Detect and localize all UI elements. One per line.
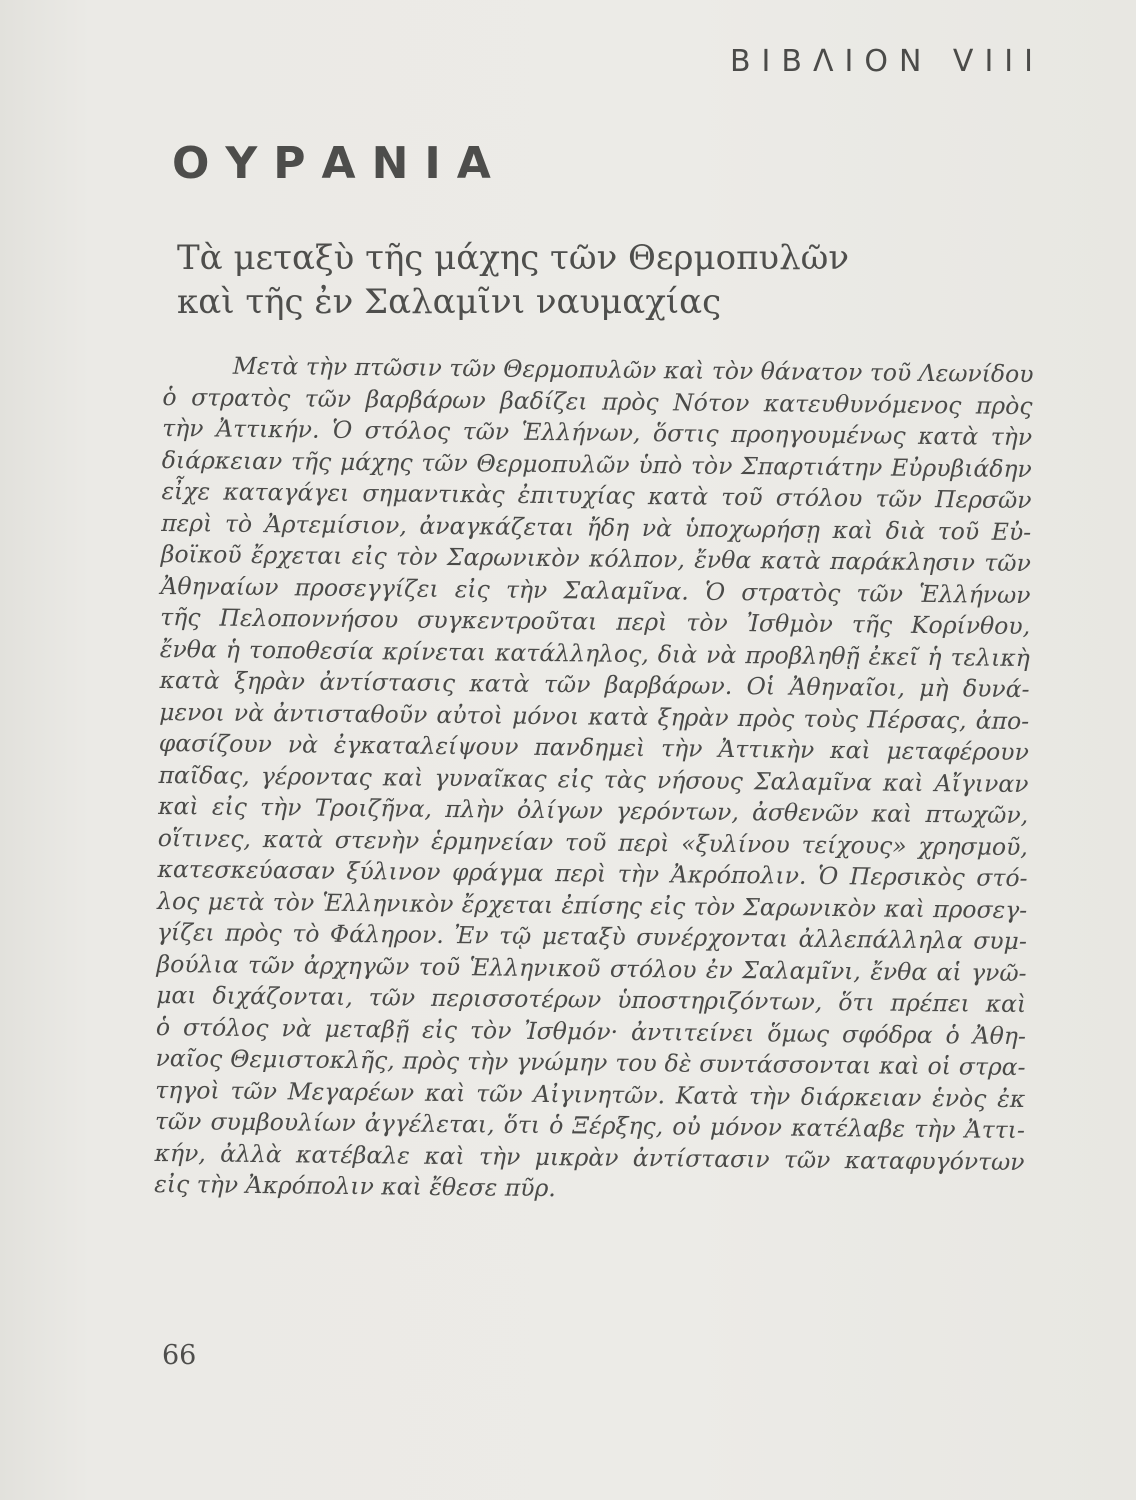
body-line: Ἀθηναίων προσεγγίζει εἰς τὴν Σαλαμῖνα. Ὁ στρατὸς τῶν Ἑλλήνων [160, 571, 1031, 609]
body-line: μαι διχάζονται, τῶν περισσοτέρων ὑποστηριζόντων, ὅτι πρέπει καὶ [156, 980, 1027, 1019]
body-line: τηγοὶ τῶν Μεγαρέων καὶ τῶν Αἰγινητῶν. Κατὰ τὴν διάρκειαν ἑνὸς ἐκ [155, 1075, 1026, 1113]
body-line: παῖδας, γέροντας καὶ γυναῖκας εἰς τὰς νήσους Σαλαμῖνα καὶ Αἴγιναν [158, 760, 1029, 798]
body-line: περὶ τὸ Ἀρτεμίσιον, ἀναγκάζεται ἤδη νὰ ὑποχωρήσῃ καὶ διὰ τοῦ Εὐ- [161, 508, 1032, 546]
body-line: διάρκειαν τῆς μάχης τῶν Θερμοπυλῶν ὑπὸ τὸν Σπαρτιάτην Εὐρυβιάδην [161, 445, 1032, 483]
body-line: βοϊκοῦ ἔρχεται εἰς τὸν Σαρωνικὸν κόλπον, ἔνθα κατὰ παράκλησιν τῶν [160, 539, 1031, 578]
body-line: γίζει πρὸς τὸ Φάληρον. Ἐν τῷ μεταξὺ συνέρχονται ἀλλεπάλληλα συμ- [156, 917, 1028, 956]
body-line: τῶν συμβουλίων ἀγγέλεται, ὅτι ὁ Ξέρξης, οὐ μόνον κατέλαβε τὴν Ἀττι- [154, 1106, 1026, 1145]
body-line: ὁ στρατὸς τῶν βαρβάρων βαδίζει πρὸς Νότον κατευθυνόμενος πρὸς [162, 382, 1033, 420]
section-title-line-1: Τὰ μεταξὺ τῆς μάχης τῶν Θερμοπυλῶν [177, 238, 850, 278]
body-line: ὁ στόλος νὰ μεταβῇ εἰς τὸν Ἰσθμόν· ἀντιτείνει ὅμως σφόδρα ὁ Ἀθη- [155, 1012, 1027, 1050]
body-line: βούλια τῶν ἀρχηγῶν τοῦ Ἑλληνικοῦ στόλου ἐν Σαλαμῖνι, ἔνθα αἱ γνῶ- [156, 949, 1027, 987]
body-line: εἶχε καταγάγει σημαντικὰς ἐπιτυχίας κατὰ τοῦ στόλου τῶν Περσῶν [161, 476, 1032, 515]
chapter-title: ΟΥΡΑΝΙΑ [172, 138, 507, 189]
body-text [154, 350, 1043, 1210]
body-line: τῆς Πελοποννήσου συγκεντροῦται περὶ τὸν Ἰσθμὸν τῆς Κορίνθου, [160, 602, 1031, 641]
body-line: λος μετὰ τὸν Ἑλληνικὸν ἔρχεται ἐπίσης εἰς τὸν Σαρωνικὸν καὶ προσεγ- [157, 886, 1028, 924]
body-line: ἔνθα ἡ τοποθεσία κρίνεται κατάλληλος, διὰ νὰ προβληθῇ ἐκεῖ ἡ τελικὴ [159, 634, 1030, 672]
body-line: εἰς τὴν Ἀκρόπολιν καὶ ἔθεσε πῦρ. [154, 1169, 556, 1203]
section-title [177, 236, 937, 324]
body-line: κατεσκεύασαν ξύλινον φράγμα περὶ τὴν Ἀκρόπολιν. Ὁ Περσικὸς στό- [157, 854, 1028, 893]
section-title-line-2: καὶ τῆς ἐν Σαλαμῖνι ναυμαχίας [177, 282, 722, 322]
body-line: φασίζουν νὰ ἐγκαταλείψουν πανδημεὶ τὴν Ἀττικὴν καὶ μεταφέρουν [158, 728, 1029, 767]
body-line: μενοι νὰ ἀντισταθοῦν αὐτοὶ μόνοι κατὰ ξηρὰν πρὸς τοὺς Πέρσας, ἀπο- [159, 697, 1030, 735]
page-number: 66 [162, 1340, 197, 1371]
body-line: τὴν Ἀττικήν. Ὁ στόλος τῶν Ἑλλήνων, ὅστις προηγουμένως κατὰ τὴν [162, 413, 1033, 452]
body-line: καὶ εἰς τὴν Τροιζῆνα, πλὴν ὀλίγων γερόντων, ἀσθενῶν καὶ πτωχῶν, [158, 791, 1029, 830]
body-line: Μετὰ τὴν πτῶσιν τῶν Θερμοπυλῶν καὶ τὸν θάνατον τοῦ Λεωνίδου [232, 351, 1034, 389]
body-line: οἵτινες, κατὰ στενὴν ἑρμηνείαν τοῦ περὶ «ξυλίνου τείχους» χρησμοῦ, [157, 823, 1028, 861]
body-line: κατὰ ξηρὰν ἀντίστασις κατὰ τῶν βαρβάρων. Οἱ Ἀθηναῖοι, μὴ δυνά- [159, 665, 1030, 704]
running-head: ΒΙΒΛΙΟΝ VIII [729, 44, 1044, 79]
body-line: κήν, ἀλλὰ κατέβαλε καὶ τὴν μικρὰν ἀντίστασιν τῶν καταφυγόντων [154, 1138, 1025, 1176]
body-line: ναῖος Θεμιστοκλῆς, πρὸς τὴν γνώμην του δὲ συντάσσονται καὶ οἱ στρα- [155, 1043, 1026, 1082]
